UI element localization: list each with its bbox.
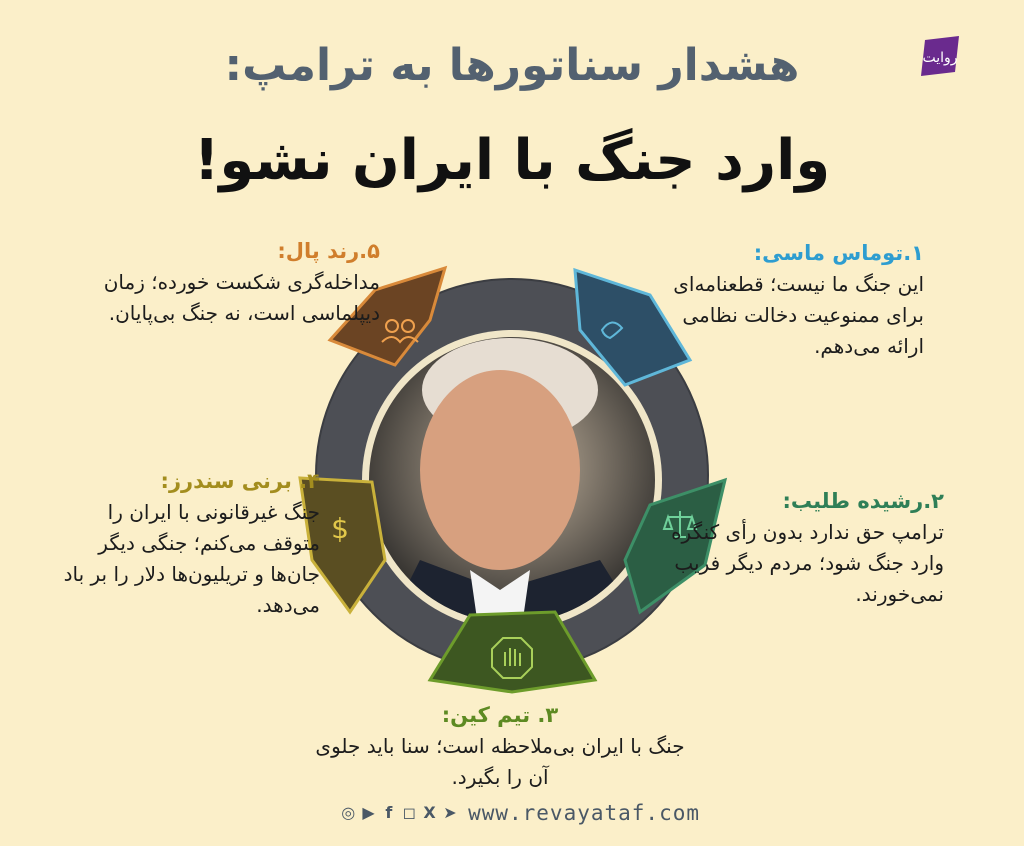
dollar-icon: $ [331, 512, 349, 545]
x-icon[interactable]: X [423, 803, 436, 822]
facebook-icon[interactable]: f [385, 803, 393, 822]
quote-1 [654, 238, 924, 362]
quote-3 [310, 700, 690, 793]
footer [340, 798, 700, 828]
quote-1-name: ۱.توماس ماسی: [753, 241, 924, 265]
dribbble-icon[interactable]: ◎ [341, 803, 356, 822]
quote-4 [60, 466, 320, 621]
logo-text: روایت [922, 50, 958, 66]
quote-4-name: ۴. برنی سندرز: [160, 469, 320, 493]
website-link[interactable]: www.revayataf.com [468, 801, 700, 825]
quote-1-text: این جنگ ما نیست؛ قطعنامه‌ای برای ممنوعیت دخالت نظامی ارائه می‌دهم. [673, 272, 924, 358]
youtube-icon[interactable]: ▶ [362, 803, 375, 822]
quote-2-name: ۲.رشیده طلیب: [782, 489, 944, 513]
page-title: هشدار سناتورها به ترامپ: [224, 40, 800, 91]
telegram-icon[interactable]: ➤ [443, 803, 457, 822]
quote-5-name: ۵.رند پال: [277, 239, 380, 263]
quote-2-text: ترامپ حق ندارد بدون رأی کنگره وارد جنگ شود؛ مردم دیگر فریب نمی‌خورند. [671, 520, 944, 606]
instagram-icon[interactable]: ◻ [402, 803, 416, 822]
quote-5-text: مداخله‌گری شکست خورده؛ زمان دیپلماسی است، نه جنگ بی‌پایان. [103, 270, 380, 325]
quote-3-text: جنگ با ایران بی‌ملاحظه است؛ سنا باید جلوی آن را بگیرد. [315, 734, 685, 789]
quote-2 [644, 486, 944, 610]
quote-4-text: جنگ غیرقانونی با ایران را متوقف می‌کنم؛ جنگی دیگر جان‌ها و تریلیون‌ها دلار را بر باد می‌دهد. [63, 500, 320, 617]
quote-3-name: ۳. تیم کین: [441, 703, 559, 727]
quote-5 [100, 236, 380, 329]
page-subtitle: وارد جنگ با ایران نشو! [193, 128, 831, 193]
